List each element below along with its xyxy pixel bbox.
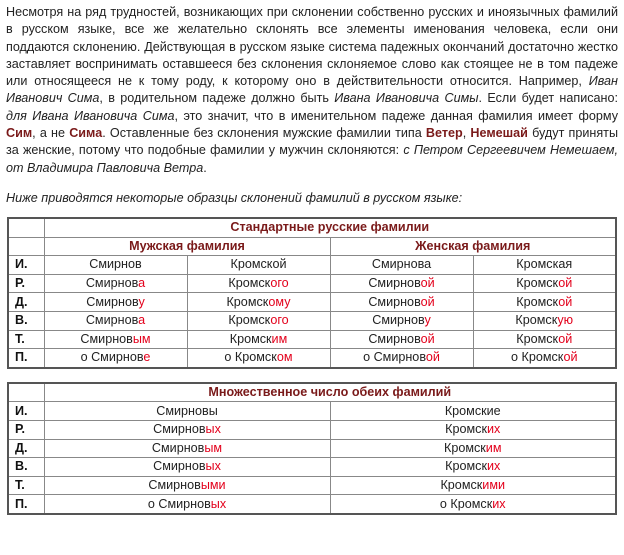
- case-ending: ому: [268, 294, 291, 309]
- table-row: [8, 293, 616, 312]
- case-ending: ими: [482, 477, 506, 492]
- table-row: [8, 495, 616, 514]
- surname-cell: [44, 458, 330, 477]
- case-ending: ыми: [200, 477, 226, 492]
- surname-cell: [473, 256, 616, 275]
- case-ending: ой: [563, 350, 578, 365]
- case-label: И.: [8, 402, 44, 421]
- surname-stem: о Смирнов: [80, 350, 144, 365]
- surname-stem: Кромская: [516, 257, 573, 272]
- surname-stem: Кромск: [516, 276, 559, 291]
- case-label: И.: [8, 256, 44, 275]
- case-ending: их: [486, 422, 501, 437]
- male-header: Мужская фамилия: [44, 237, 330, 256]
- table-row: [8, 402, 616, 421]
- intro-text: , а не: [32, 126, 70, 141]
- surname-stem: Смирнов: [368, 276, 421, 291]
- case-label: П.: [8, 495, 44, 514]
- highlighted-surname: Ветер: [425, 126, 463, 141]
- case-ending: ым: [204, 440, 223, 455]
- case-label: Д.: [8, 439, 44, 458]
- standard-surnames-table: [7, 217, 617, 369]
- surname-stem: Смирновы: [156, 403, 218, 418]
- intro-text: . Если будет написано:: [478, 91, 618, 106]
- surname-stem: о Кромск: [439, 496, 493, 511]
- surname-stem: Кромск: [445, 422, 487, 437]
- case-ending: их: [486, 459, 501, 474]
- surname-stem: Кромские: [444, 403, 501, 418]
- table-title: Множественное число обеих фамилий: [44, 383, 616, 402]
- surname-stem: Смирнов: [86, 294, 139, 309]
- highlighted-surname: Сима: [69, 126, 103, 141]
- case-ending: ой: [558, 294, 573, 309]
- surname-cell: [330, 349, 473, 368]
- case-ending: их: [492, 496, 506, 511]
- surname-stem: Кромск: [443, 440, 486, 455]
- table-row: [8, 349, 616, 368]
- case-ending: ую: [557, 313, 574, 328]
- surname-stem: Кромской: [230, 257, 287, 272]
- surname-stem: Кромск: [440, 477, 483, 492]
- surname-cell: [44, 420, 330, 439]
- case-label: В.: [8, 458, 44, 477]
- surname-stem: Кромск: [516, 331, 559, 346]
- surname-cell: [44, 330, 187, 349]
- surname-cell: [187, 256, 330, 275]
- surname-stem: Смирнов: [85, 276, 139, 291]
- case-label: Т.: [8, 330, 44, 349]
- surname-cell: [44, 311, 187, 330]
- case-label: Р.: [8, 274, 44, 293]
- table-row: [8, 330, 616, 349]
- corner-cell: [8, 383, 44, 402]
- case-ending: ого: [270, 276, 289, 291]
- table-title: Стандартные русские фамилии: [44, 218, 616, 237]
- surname-cell: [44, 349, 187, 368]
- intro-text: , в родительном падеже должно быть: [99, 91, 335, 106]
- example-name: Иван Иванович Сима: [6, 74, 618, 106]
- surname-stem: Смирнов: [85, 313, 139, 328]
- intro-text: Несмотря на ряд трудностей, возникающих при склонении собственно русских и иноязычных фамилий в русском языке, все же желательно склонять все элементы именования человека, если они поддаются склонению. Действующая в русском языке система падежных окончаний достаточно жестко заставляет воспринимать оставшееся без склонения склоняемое слово как стоящее не в том падеже или относящееся не к тому роду, к которому оно в действительности относится. Например,: [6, 5, 618, 89]
- case-label: Д.: [8, 293, 44, 312]
- surname-cell: [330, 420, 616, 439]
- table-row: [8, 439, 616, 458]
- surname-stem: Смирнов: [153, 459, 206, 474]
- case-ending: ого: [270, 313, 289, 328]
- surname-cell: [187, 274, 330, 293]
- surname-cell: [473, 349, 616, 368]
- case-ending: им: [485, 440, 502, 455]
- surname-cell: [330, 495, 616, 514]
- surname-cell: [473, 293, 616, 312]
- surname-stem: Смирнов: [368, 294, 421, 309]
- case-ending: ой: [420, 294, 435, 309]
- case-ending: ой: [558, 331, 573, 346]
- table-row: [8, 458, 616, 477]
- surname-cell: [187, 293, 330, 312]
- table-row: [8, 476, 616, 495]
- case-label: В.: [8, 311, 44, 330]
- surname-cell: [44, 274, 187, 293]
- surname-stem: о Смирнов: [363, 350, 426, 365]
- case-ending: ых: [210, 496, 227, 511]
- highlighted-surname: Сим: [6, 126, 33, 141]
- surname-cell: [330, 402, 616, 421]
- surname-stem: Кромск: [515, 313, 558, 328]
- surname-cell: [330, 311, 473, 330]
- surname-cell: [187, 349, 330, 368]
- example-name: Ивана Ивановича Симы: [334, 91, 479, 106]
- lead-text: Ниже приводятся некоторые образцы склонений фамилий в русском языке:: [6, 190, 463, 205]
- surname-cell: [330, 274, 473, 293]
- intro-text: . Оставленные без склонения мужские фамилии типа: [102, 126, 426, 141]
- case-ending: ой: [420, 276, 435, 291]
- surname-cell: [473, 311, 616, 330]
- table-row: [8, 420, 616, 439]
- surname-stem: Кромск: [228, 313, 271, 328]
- surname-cell: [44, 476, 330, 495]
- intro-text: .: [203, 160, 207, 175]
- surname-stem: Смирнов: [368, 331, 421, 346]
- intro-text: ,: [462, 126, 471, 141]
- surname-stem: Кромск: [516, 294, 559, 309]
- case-ending: ой: [558, 276, 573, 291]
- surname-cell: [330, 458, 616, 477]
- case-ending: ой: [420, 331, 435, 346]
- surname-cell: [44, 256, 187, 275]
- surname-stem: о Смирнов: [147, 496, 211, 511]
- surname-cell: [330, 439, 616, 458]
- surname-stem: Смирнов: [151, 440, 205, 455]
- case-ending: а: [138, 313, 146, 328]
- intro-text: , это значит, что в именительном падеже данная фамилия имеет форму: [174, 108, 618, 123]
- surname-stem: Кромск: [226, 294, 269, 309]
- table-row: [8, 256, 616, 275]
- surname-cell: [330, 476, 616, 495]
- surname-stem: Смирнов: [153, 422, 206, 437]
- surname-stem: Кромск: [445, 459, 487, 474]
- corner-cell: [8, 237, 44, 256]
- case-ending: ым: [132, 331, 151, 346]
- case-label: Т.: [8, 476, 44, 495]
- surname-stem: Кромск: [229, 331, 272, 346]
- highlighted-surname: Немешай: [470, 126, 528, 141]
- case-ending: ых: [205, 459, 221, 474]
- surname-stem: Смирнов: [89, 257, 142, 272]
- plural-surnames-table: [7, 382, 617, 515]
- surname-cell: [473, 274, 616, 293]
- surname-cell: [330, 256, 473, 275]
- case-ending: а: [138, 276, 146, 291]
- surname-cell: [187, 330, 330, 349]
- surname-stem: Смирнова: [371, 257, 432, 272]
- case-ending: ом: [276, 350, 293, 365]
- case-ending: е: [143, 350, 151, 365]
- surname-stem: о Кромск: [510, 350, 564, 365]
- female-header: Женская фамилия: [330, 237, 616, 256]
- surname-cell: [330, 293, 473, 312]
- case-label: Р.: [8, 420, 44, 439]
- surname-stem: Смирнов: [148, 477, 201, 492]
- surname-cell: [44, 293, 187, 312]
- case-ending: ых: [205, 422, 221, 437]
- example-name: с Петром Сергеевичем Немешаем, от Владимира Павловича Ветра: [6, 143, 619, 175]
- case-ending: ой: [425, 350, 440, 365]
- surname-cell: [187, 311, 330, 330]
- surname-cell: [44, 439, 330, 458]
- surname-stem: Смирнов: [372, 313, 425, 328]
- surname-cell: [44, 402, 330, 421]
- surname-cell: [473, 330, 616, 349]
- example-name: для Ивана Ивановича Сима: [6, 108, 175, 123]
- surname-stem: Кромск: [228, 276, 271, 291]
- case-ending: им: [271, 331, 288, 346]
- table-row: [8, 311, 616, 330]
- intro-text: будут приняты за женские, потому что подобные фамилии у мужчин склоняются:: [6, 126, 618, 158]
- corner-cell: [8, 218, 44, 237]
- case-label: П.: [8, 349, 44, 368]
- intro-paragraph: [6, 4, 618, 177]
- surname-cell: [44, 495, 330, 514]
- table-row: [8, 274, 616, 293]
- surname-cell: [330, 330, 473, 349]
- surname-stem: о Кромск: [224, 350, 277, 365]
- surname-stem: Смирнов: [80, 331, 133, 346]
- case-ending: у: [138, 294, 145, 309]
- case-ending: у: [424, 313, 431, 328]
